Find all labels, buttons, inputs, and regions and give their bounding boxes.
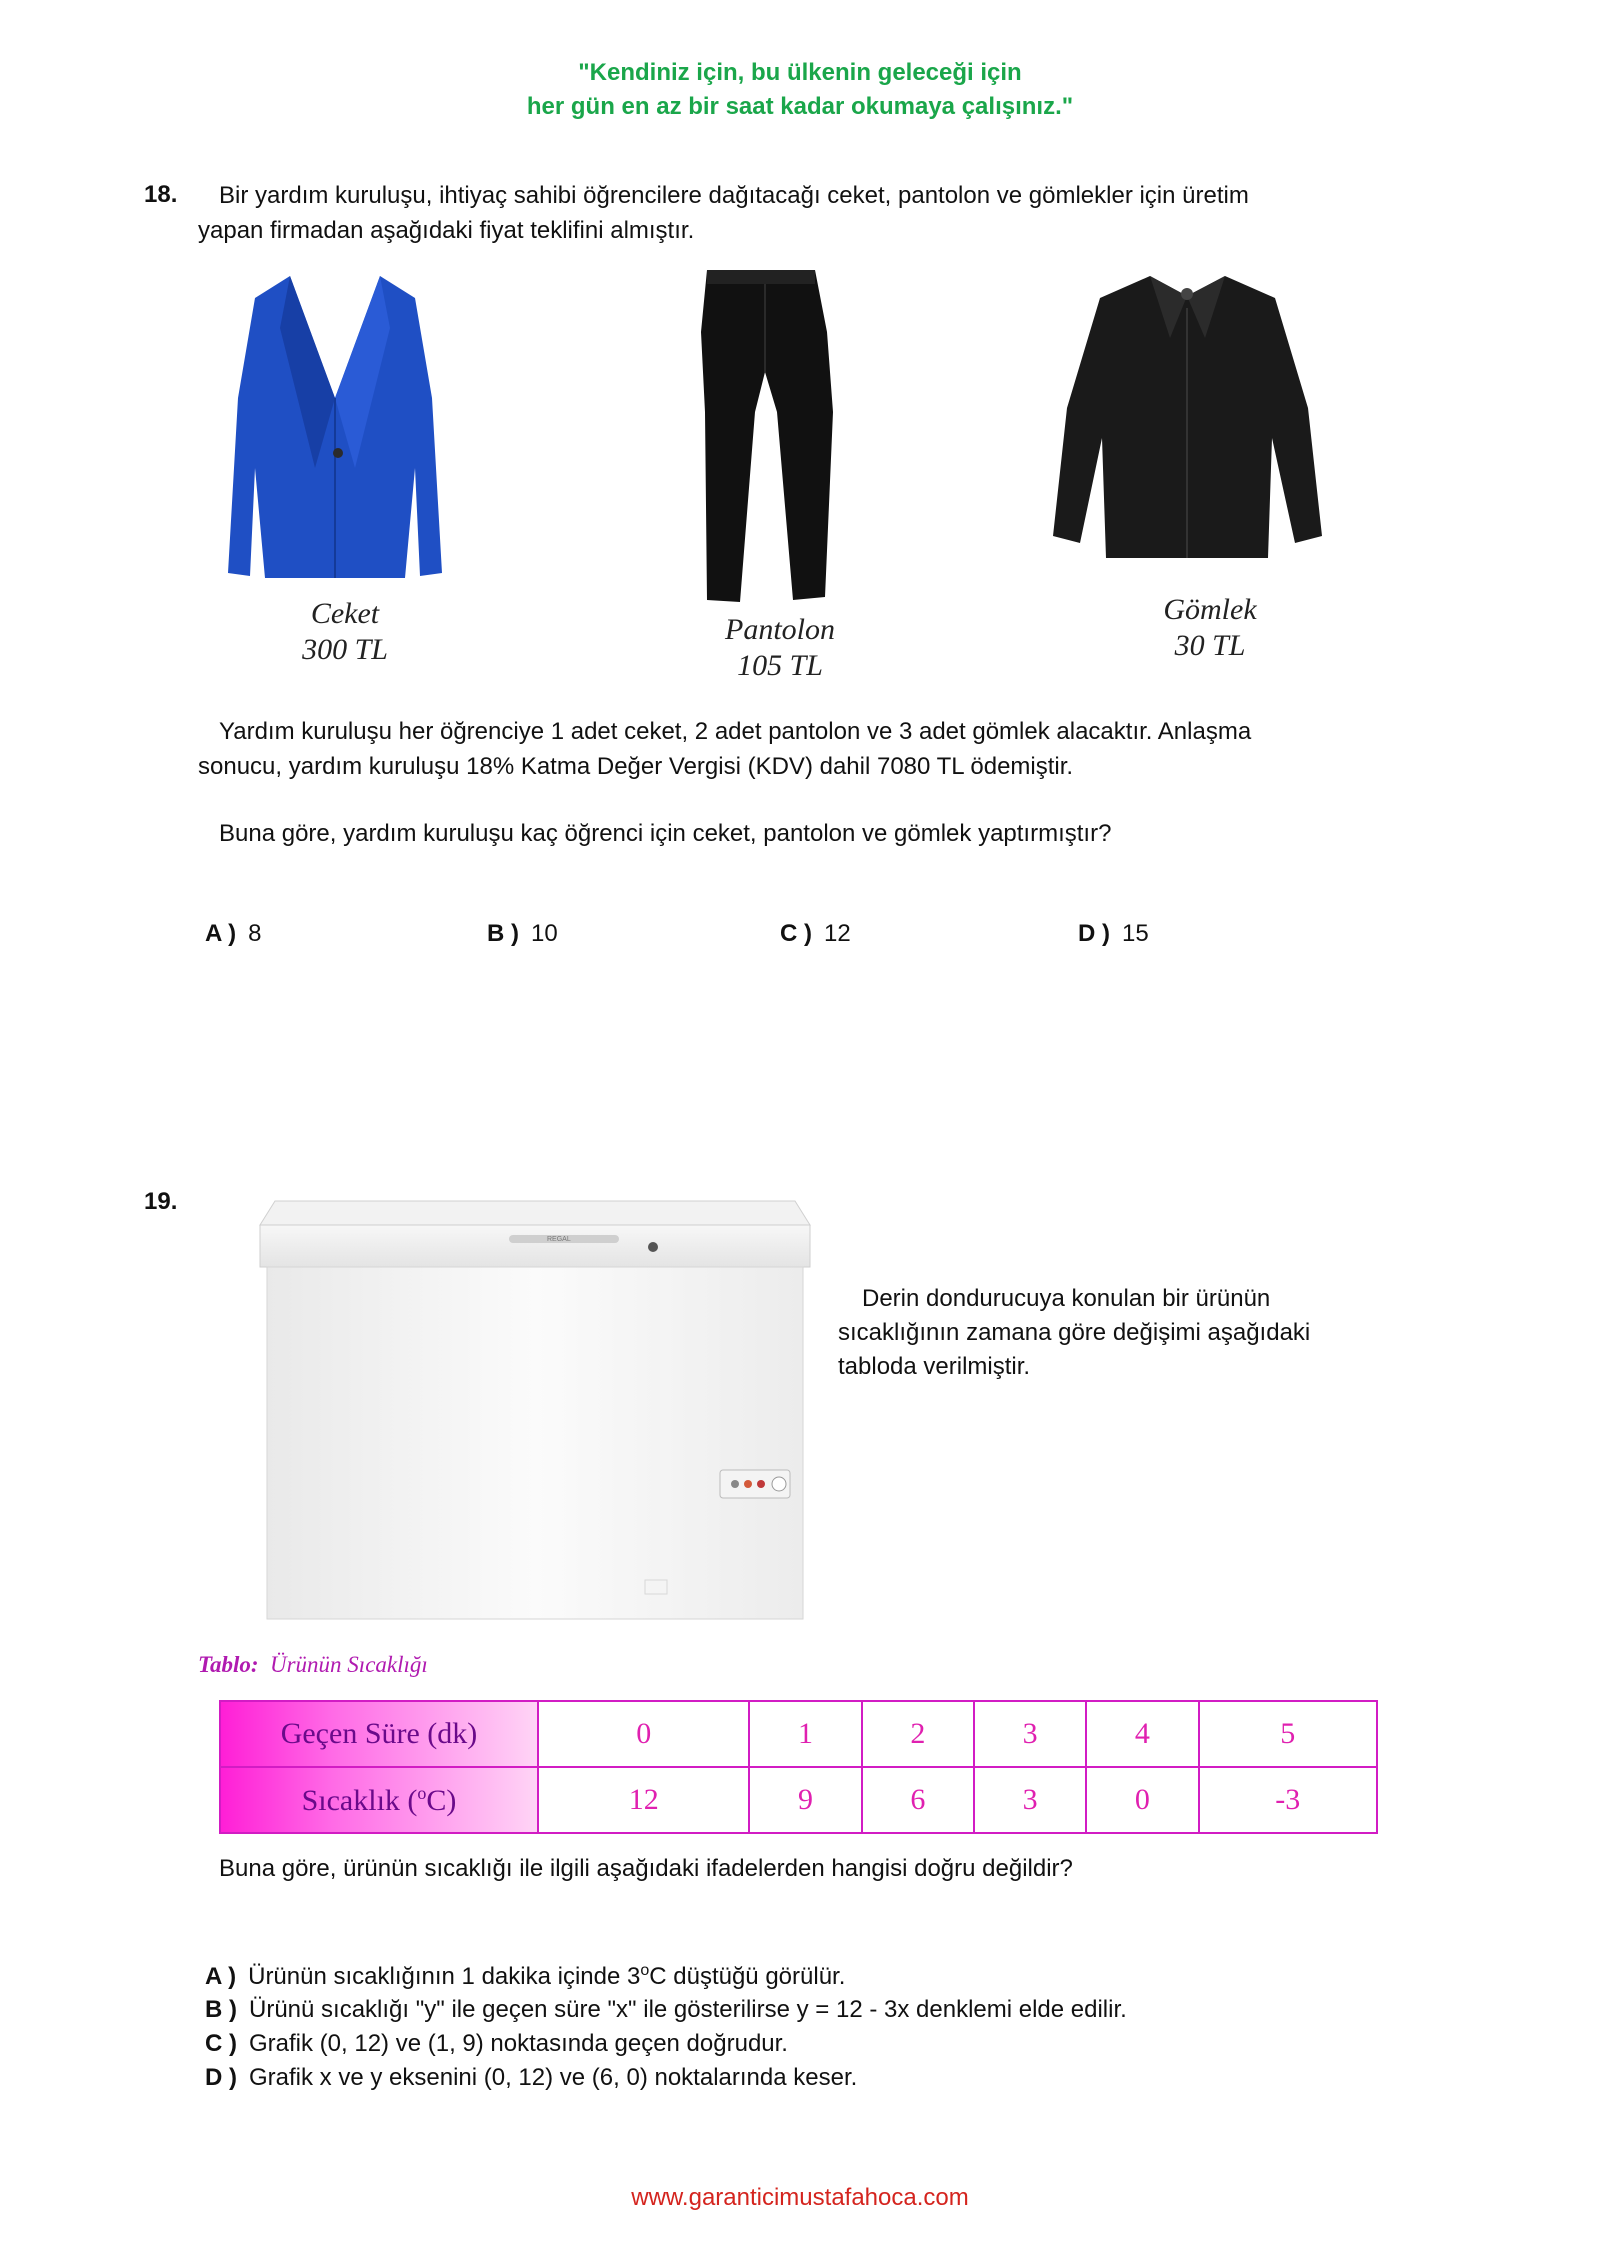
option-text: Ürünün sıcaklığının 1 dakika içinde 3 bbox=[248, 1963, 641, 1990]
table-cell: 0 bbox=[1086, 1767, 1198, 1833]
table-row bbox=[220, 1767, 1377, 1833]
question-19-option-d[interactable] bbox=[205, 2064, 857, 2092]
pants-price: 105 TL bbox=[737, 649, 823, 682]
freezer-brand: REGAL bbox=[547, 1236, 571, 1243]
jacket-caption bbox=[255, 596, 435, 668]
question-19-option-c[interactable] bbox=[205, 2030, 788, 2058]
freezer-image bbox=[255, 1195, 815, 1625]
question-19-desc-line-1: Derin dondurucuya konulan bir ürünün bbox=[862, 1285, 1271, 1312]
table-cell: 2 bbox=[862, 1701, 974, 1767]
option-letter: B ) bbox=[205, 1996, 237, 2023]
question-19-desc-line-2: sıcaklığının zamana göre değişimi aşağıdaki bbox=[838, 1319, 1311, 1346]
temperature-table bbox=[219, 1700, 1378, 1834]
question-19-question: Buna göre, ürünün sıcaklığı ile ilgili aşağıdaki ifadelerden hangisi doğru değildir? bbox=[219, 1855, 1073, 1882]
option-text: Grafik x ve y eksenini (0, 12) ve (6, 0) noktalarında keser. bbox=[249, 2064, 858, 2091]
pants-image bbox=[685, 262, 855, 607]
temp-label-post: C) bbox=[426, 1783, 457, 1817]
question-18-option-c[interactable] bbox=[780, 920, 851, 948]
table-caption-title: Ürünün Sıcaklığı bbox=[270, 1652, 428, 1677]
question-18-option-b[interactable] bbox=[487, 920, 558, 948]
question-18-question: Buna göre, yardım kuruluşu kaç öğrenci için ceket, pantolon ve gömlek yaptırmıştır? bbox=[219, 820, 1112, 847]
question-19-option-a[interactable] bbox=[205, 1962, 845, 1991]
motto-line-2: her gün en az bir saat kadar okumaya çalışınız." bbox=[526, 93, 1074, 120]
table-row bbox=[220, 1701, 1377, 1767]
table-cell: 1 bbox=[749, 1701, 861, 1767]
option-letter: C ) bbox=[205, 2030, 237, 2057]
jacket-image bbox=[220, 268, 450, 588]
option-text: 12 bbox=[824, 920, 851, 947]
option-sup: o bbox=[640, 1962, 650, 1979]
table-cell: 4 bbox=[1086, 1701, 1198, 1767]
question-19-desc-line-3: tabloda verilmiştir. bbox=[838, 1353, 1031, 1380]
shirt-name: Gömlek bbox=[1163, 593, 1257, 626]
temp-label-pre: Sıcaklık ( bbox=[301, 1783, 418, 1817]
jacket-price: 300 TL bbox=[302, 633, 388, 666]
option-letter: D ) bbox=[1078, 920, 1110, 947]
option-letter: A ) bbox=[205, 920, 237, 947]
option-letter: B ) bbox=[487, 920, 519, 947]
table-cell: 6 bbox=[862, 1767, 974, 1833]
option-text: 10 bbox=[531, 920, 558, 947]
row-header-temperature bbox=[220, 1767, 538, 1833]
table-cell: 3 bbox=[974, 1767, 1086, 1833]
option-text: Ürünü sıcaklığı "y" ile geçen süre "x" ile gösterilirse y = 12 - 3x denklemi elde edilir. bbox=[249, 1996, 1127, 2023]
question-18-option-a[interactable] bbox=[205, 920, 261, 948]
question-18-intro-line-2: yapan firmadan aşağıdaki fiyat teklifini almıştır. bbox=[198, 217, 695, 244]
footer-website-link[interactable]: www.garanticimustafahoca.com bbox=[631, 2184, 969, 2211]
table-cell: 9 bbox=[749, 1767, 861, 1833]
option-letter: C ) bbox=[780, 920, 812, 947]
shirt-price: 30 TL bbox=[1174, 629, 1246, 662]
table-cell: 0 bbox=[538, 1701, 749, 1767]
question-18-option-d[interactable] bbox=[1078, 920, 1149, 948]
pants-name: Pantolon bbox=[725, 613, 835, 646]
table-caption-label: Tablo: bbox=[198, 1652, 259, 1677]
temp-label-sup: o bbox=[417, 1782, 427, 1803]
shirt-caption bbox=[1120, 592, 1300, 664]
option-text: 15 bbox=[1122, 920, 1149, 947]
table-cell: -3 bbox=[1199, 1767, 1377, 1833]
option-text: Grafik (0, 12) ve (1, 9) noktasında geçen doğrudur. bbox=[249, 2030, 788, 2057]
question-18-number: 18. bbox=[144, 181, 178, 208]
option-text-post: C düştüğü görülür. bbox=[649, 1963, 846, 1990]
question-19-option-b[interactable] bbox=[205, 1996, 1127, 2024]
shirt-image bbox=[1050, 268, 1325, 568]
question-19-number: 19. bbox=[144, 1188, 178, 1215]
motto-line-1: "Kendiniz için, bu ülkenin geleceği için bbox=[578, 59, 1022, 86]
question-18-body-line-2: sonucu, yardım kuruluşu 18% Katma Değer Vergisi (KDV) dahil 7080 TL ödemiştir. bbox=[198, 753, 1074, 780]
option-text: 8 bbox=[248, 920, 262, 947]
table-cell: 12 bbox=[538, 1767, 749, 1833]
table-cell: 3 bbox=[974, 1701, 1086, 1767]
table-cell: 5 bbox=[1199, 1701, 1377, 1767]
option-letter: A ) bbox=[205, 1963, 237, 1990]
motto bbox=[0, 56, 1600, 124]
option-letter: D ) bbox=[205, 2064, 237, 2091]
question-18-intro-line-1: Bir yardım kuruluşu, ihtiyaç sahibi öğrencilere dağıtacağı ceket, pantolon ve gömlekler için üretim bbox=[219, 182, 1249, 209]
row-header-time: Geçen Süre (dk) bbox=[220, 1701, 538, 1767]
table-caption bbox=[198, 1652, 428, 1678]
jacket-name: Ceket bbox=[310, 597, 380, 630]
pants-caption bbox=[690, 612, 870, 684]
question-18-body-line-1: Yardım kuruluşu her öğrenciye 1 adet ceket, 2 adet pantolon ve 3 adet gömlek alacaktır. Anlaşma bbox=[219, 718, 1252, 745]
